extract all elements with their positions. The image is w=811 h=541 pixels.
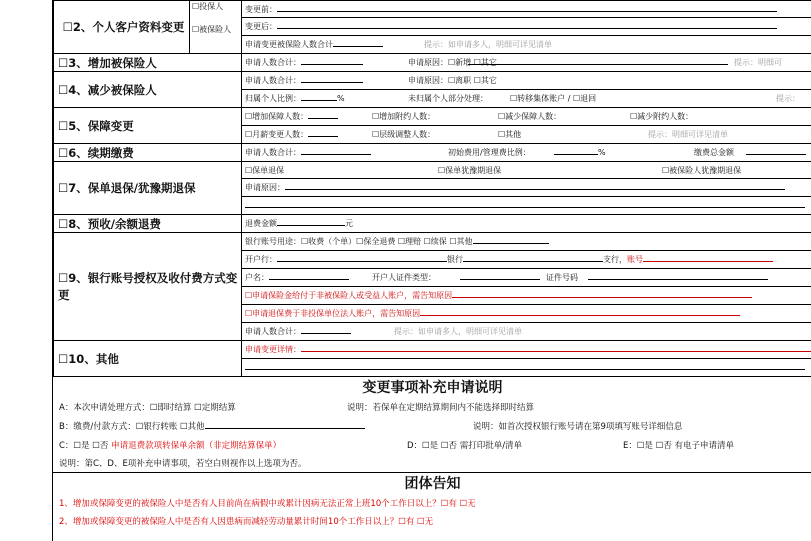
form-frame [52, 0, 811, 541]
reason-field-extra[interactable] [245, 197, 805, 208]
hint-text: 提示：如申请多人，明细可详见清单 [394, 327, 522, 336]
refund-amount-field[interactable] [277, 215, 345, 226]
processing-method-note: 说明：若保单在定期结算期间内不能选择即时结算 [347, 403, 535, 413]
reason-label: 申请原因： [245, 183, 285, 192]
group-notice-section [53, 472, 811, 531]
before-change-label: 变更前： [245, 5, 277, 14]
row-reduce-insured: ☐4、减少被保险人 申请人数合计： 申请原因：☐离职 ☐其它 归属个人比例： % 未归属个人部分处理： ☐转移集体账户 / ☐退回 提示： [54, 72, 811, 108]
bank-label: 开户行： [245, 255, 277, 264]
label-other: ☐10、其他 [54, 341, 242, 377]
group-notice-title: 团体告知 [404, 476, 461, 492]
change-count-field[interactable] [333, 36, 383, 47]
account-name-label: 户名： [245, 273, 269, 282]
notice-question-2[interactable]: 2、增加或保障变更的被保险人中是否有人因患病而减轻劳动量累计时间10个工作日以上？☐有 ☐无 [59, 517, 434, 527]
supplement-section [53, 377, 811, 472]
electronic-list-options[interactable]: E：☐是 ☐否 有电子申请清单 [623, 441, 735, 451]
label-reduce-insured: ☐4、减少被保险人 [54, 72, 242, 108]
print-endorsement-options[interactable]: D：☐是 ☐否 需打印批单/清单 [407, 441, 523, 451]
supplement-title: 变更事项补充申请说明 [362, 380, 503, 396]
label-prepaid-refund: ☐8、预收/余额退费 [54, 215, 242, 233]
label-coverage-change: ☐5、保障变更 [54, 108, 242, 144]
non-corporate-refund-option[interactable]: ☐申请退保费于非投保单位法人账户，需告知原因 [245, 309, 421, 318]
id-type-label: 开户人证件类型： [372, 273, 436, 282]
id-type-field[interactable] [460, 269, 540, 280]
applicant-count-label: 申请人数合计： [245, 58, 301, 67]
applicant-count-label: 申请人数合计： [245, 148, 301, 157]
hint-text: 提示：明细可详见清单 [648, 130, 728, 139]
change-items-table [53, 0, 811, 377]
row-personal-info-change [54, 1, 811, 54]
id-number-label: 证件号码 [546, 273, 578, 282]
row-renewal-payment: ☐6、续期缴费 申请人数合计： 初始费用/管理费比例： % 缴费总金额 [54, 144, 811, 162]
reduce-rider-count[interactable]: ☐减少附约人数： [630, 112, 694, 121]
bank-field[interactable] [277, 251, 447, 262]
account-usage-options[interactable]: 银行账号用途：☐收费（个单）☐保全退费 ☐理赔 ☐续保 ☐其他 [245, 237, 473, 246]
cooling-surrender-option[interactable]: ☐保单犹豫期退保 [438, 166, 502, 175]
insured-cooling-option[interactable]: ☐被保险人犹豫期退保 [662, 166, 742, 175]
label-personal-info: ☐2、个人客户资料变更 [54, 1, 190, 54]
applicant-count-field[interactable] [301, 323, 351, 334]
payment-method-other-field[interactable] [205, 418, 365, 429]
reason-options[interactable]: 申请原因：☐离职 ☐其它 [408, 76, 497, 85]
applicant-options [190, 1, 242, 54]
hint-text: 提示： [776, 94, 800, 103]
unvested-label: 未归属个人部分处理： [408, 94, 488, 103]
policy-surrender-option[interactable]: ☐保单退保 [245, 166, 285, 175]
change-count-label: 申请变更被保险人数合计 [245, 40, 333, 49]
row-prepaid-refund: ☐8、预收/余额退费 退费金额 元 [54, 215, 811, 233]
other-option[interactable]: ☐其他 [498, 130, 522, 139]
payment-method-note: 说明：如首次授权银行账号请在第9项填写账号详细信息 [473, 422, 683, 432]
reason-field[interactable] [285, 179, 785, 190]
fee-ratio-field[interactable] [554, 144, 598, 155]
applicant-count-field[interactable] [301, 72, 363, 83]
applicant-count-label: 申请人数合计： [245, 76, 301, 85]
account-number-label: 账号 [627, 255, 643, 264]
label-surrender: ☐7、保单退保/犹豫期退保 [54, 162, 242, 215]
add-coverage-count[interactable]: ☐增加保障人数： [245, 112, 309, 121]
applicant-count-field[interactable] [301, 144, 371, 155]
before-change-field[interactable] [277, 1, 777, 12]
total-payment-label: 缴费总金额 [694, 148, 734, 157]
notice-question-1[interactable]: 1、增加或保障变更的被保险人中是否有人目前尚在病假中或累计因病无法正常上班10个工作日以上？☐有 ☐无 [59, 499, 476, 509]
label-add-insured: ☐3、增加被保险人 [54, 54, 242, 72]
option-insured[interactable]: ☐被保险人 [192, 25, 232, 34]
option-policyholder[interactable]: ☐投保人 [192, 2, 224, 11]
row-bank-account: ☐9、银行账号授权及收付费方式变更 银行账号用途：☐收费（个单）☐保全退费 ☐理赔 ☐续保 ☐其他 开户行： 银行 支行，账号 户名： 开户人证件类型： 证件号码 ☐申请保险金给付于非被保险人或受益人账户，需告知原因 ☐申请退保费于非投保单位法人账户，需告知原因 申请人数合计： 提示：如申请多人，明细可详见清单 [54, 233, 811, 341]
add-rider-count[interactable]: ☐增加附约人数： [372, 112, 436, 121]
hint-text: 提示：明细可 [734, 58, 782, 67]
reduce-coverage-count[interactable]: ☐减少保障人数： [498, 112, 562, 121]
applicant-count-label: 申请人数合计： [245, 327, 301, 336]
change-detail-label: 申请变更详情： [245, 345, 301, 354]
account-name-field[interactable] [269, 269, 349, 280]
applicant-count-field[interactable] [301, 54, 363, 65]
balance-transfer-options[interactable]: C：☐是 ☐否 [59, 441, 109, 451]
reason-options[interactable]: 申请原因：☐新增 ☐其它 [408, 58, 497, 67]
row-other [54, 341, 811, 377]
payment-method-options[interactable]: B：缴费/付款方式：☐银行转账 ☐其他 [59, 422, 205, 432]
change-detail-field[interactable] [301, 341, 811, 352]
supplement-note: 说明：第C、D、E项补充申请事项，若空白则视作以上选项为否。 [59, 459, 307, 469]
salary-change-count[interactable]: ☐月薪变更人数： [245, 130, 309, 139]
change-detail-field-extra[interactable] [245, 359, 805, 370]
branch-field[interactable] [463, 251, 603, 262]
hint-text: 提示：如申请多人，明细可详见清单 [424, 40, 552, 49]
unvested-options[interactable]: ☐转移集体账户 / ☐退回 [510, 94, 597, 103]
level-adjust-count[interactable]: ☐层级调整人数： [372, 130, 436, 139]
fee-ratio-label: 初始费用/管理费比例： [448, 148, 531, 157]
row-surrender [54, 162, 811, 215]
total-payment-field[interactable] [746, 144, 806, 155]
label-renewal-payment: ☐6、续期缴费 [54, 144, 242, 162]
processing-method-options[interactable]: A：本次申请处理方式：☐即时结算 ☐定期结算 [59, 403, 236, 413]
refund-amount-label: 退费金额 [245, 219, 277, 228]
id-number-field[interactable] [588, 269, 768, 280]
after-change-label: 变更后： [245, 22, 277, 31]
vesting-ratio-field[interactable] [301, 90, 337, 101]
row-add-insured [54, 54, 811, 72]
row-coverage-change [54, 108, 811, 144]
account-number-field[interactable] [643, 251, 773, 262]
balance-transfer-label: 申请退费款项转保单余额（非定期结算保单） [111, 441, 282, 451]
label-bank-account: ☐9、银行账号授权及收付费方式变更 [54, 233, 242, 341]
non-insured-payment-option[interactable]: ☐申请保险金给付于非被保险人或受益人账户，需告知原因 [245, 291, 453, 300]
vesting-ratio-label: 归属个人比例： [245, 94, 301, 103]
after-change-field[interactable] [277, 18, 777, 29]
